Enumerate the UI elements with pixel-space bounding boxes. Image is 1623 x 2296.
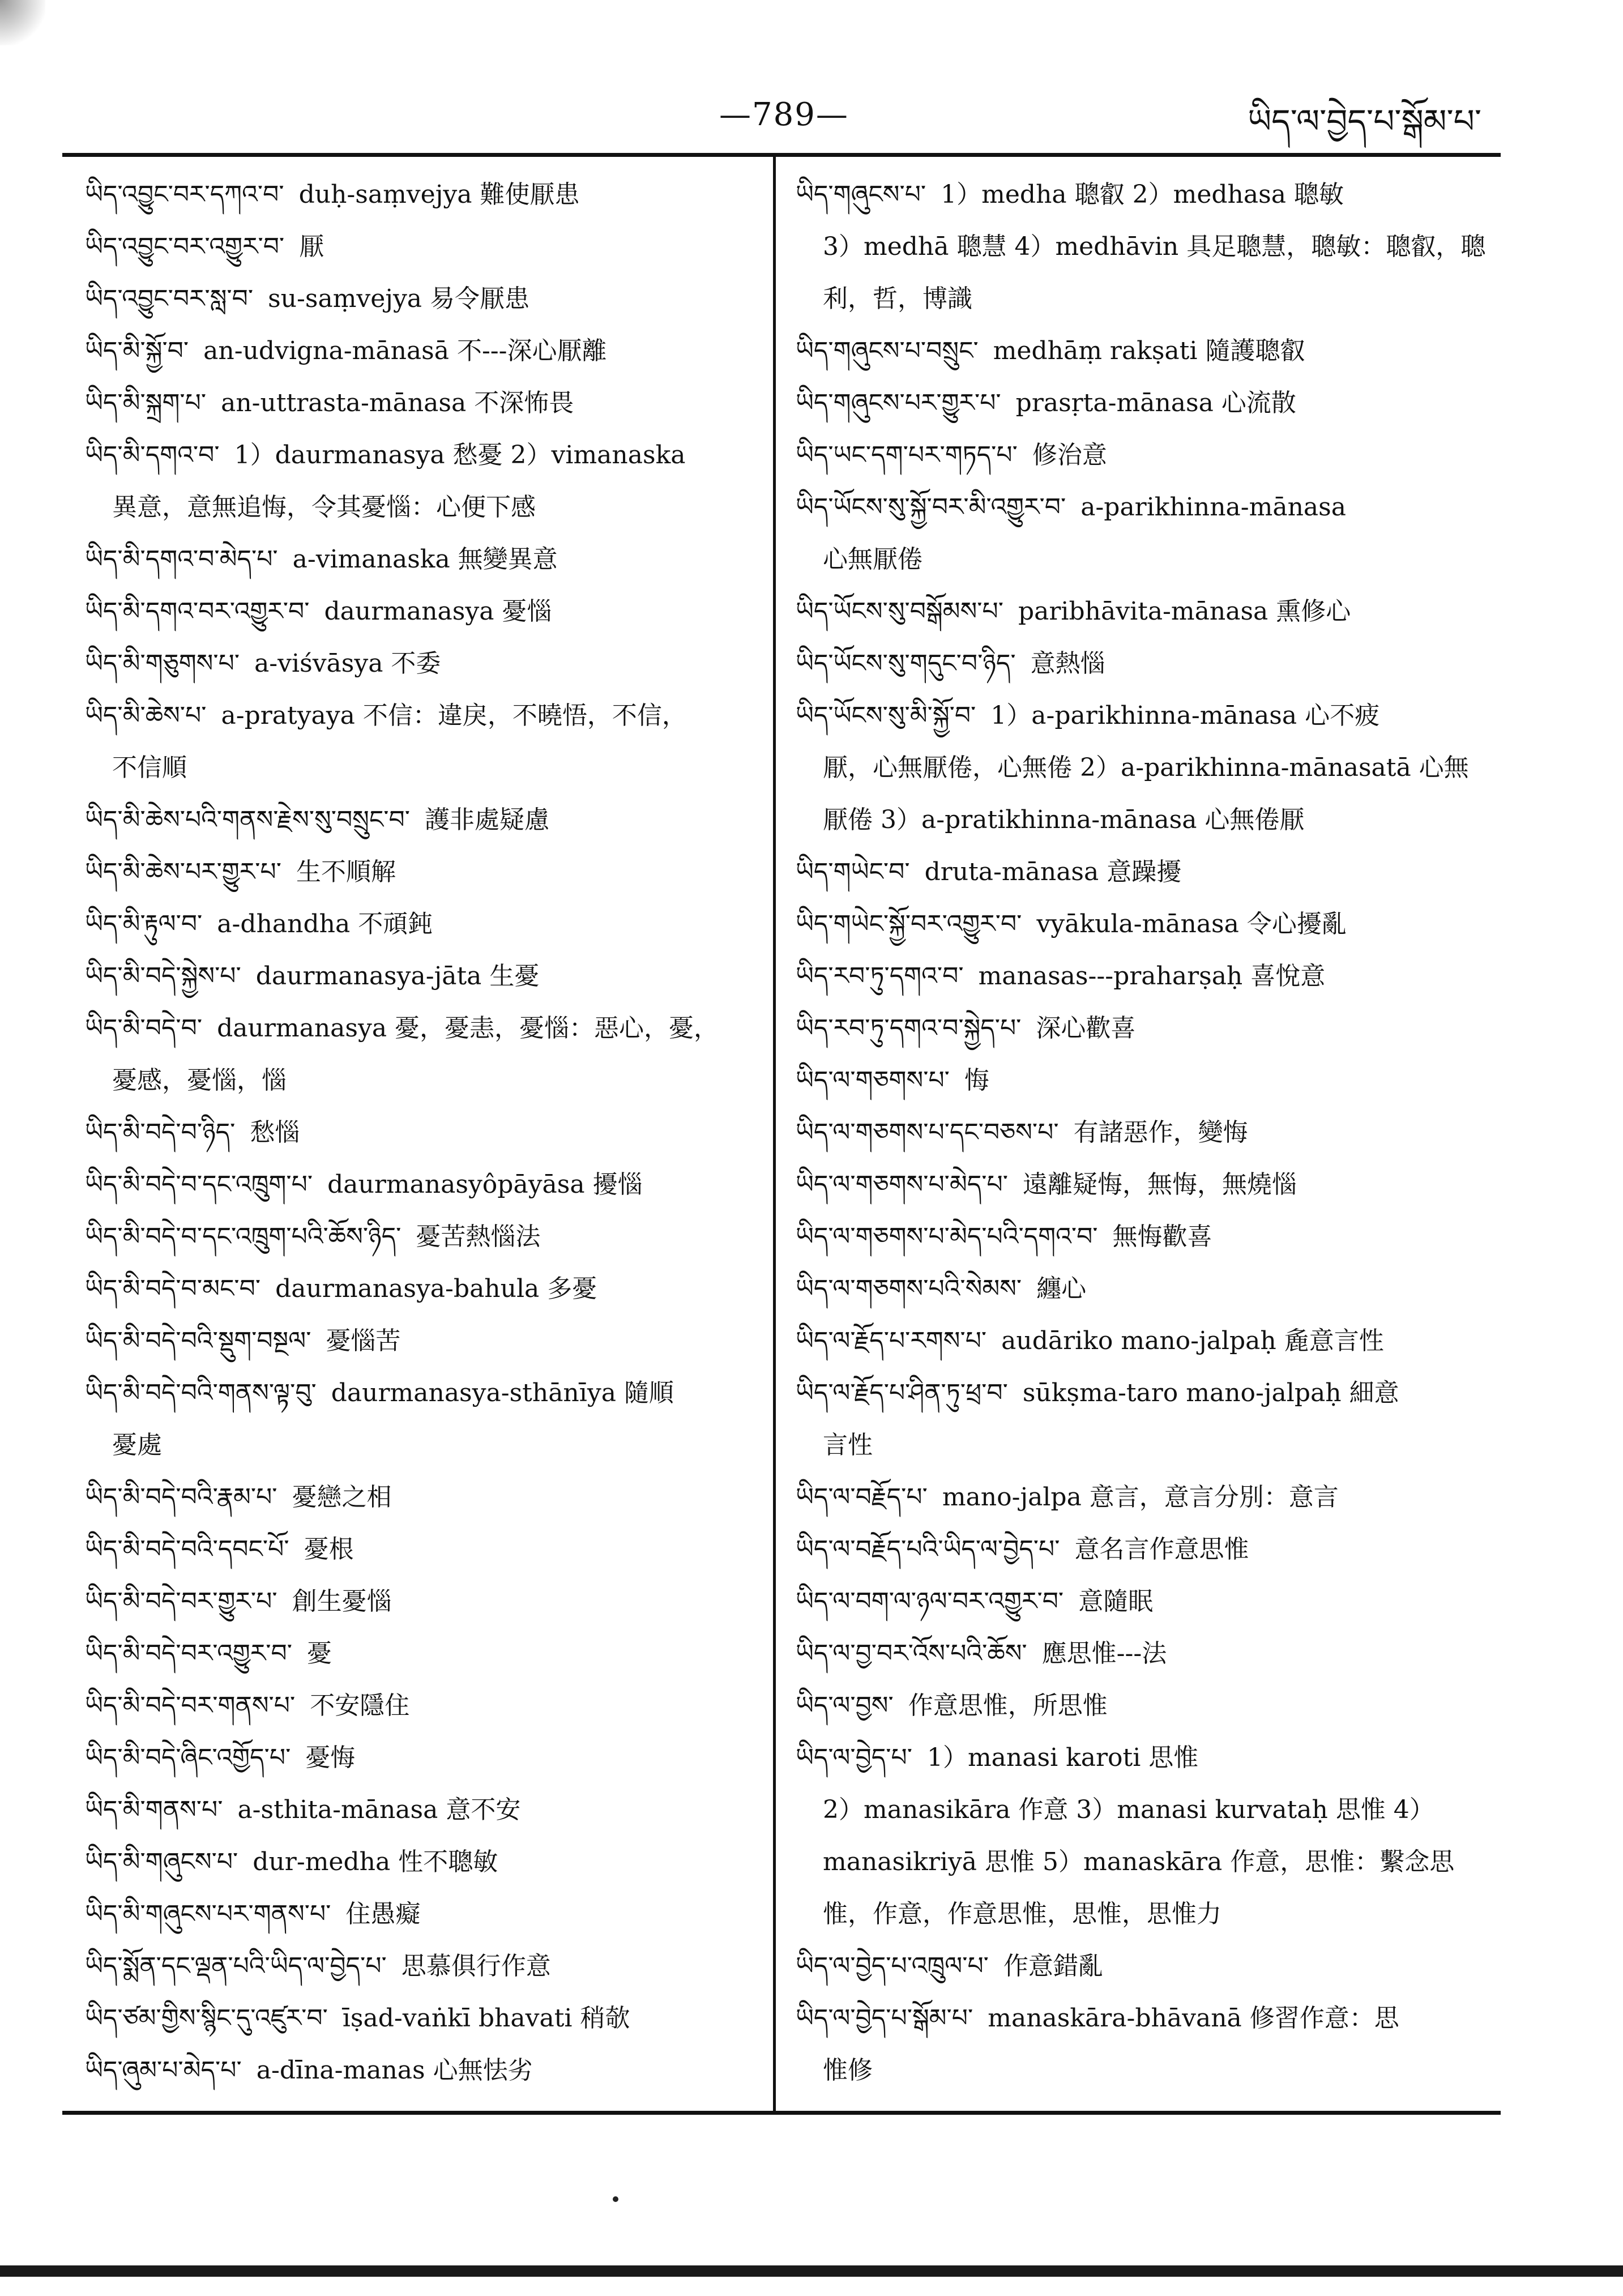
dictionary-entry — [796, 481, 1487, 586]
entry-headword: ཡིད་མི་དགའ་བ་མེད་པ་ — [85, 545, 278, 574]
entry-headword: ཡིད་འབྱུང་བར་དཀའ་བ་ — [85, 180, 284, 209]
entry-definition: daurmanasyôpāyāsa 擾惱 — [327, 1170, 643, 1199]
column-divider — [773, 157, 776, 2111]
entry-headword: ཡིད་མི་བདེ་བར་གནས་པ་ — [85, 1691, 296, 1720]
entry-headword: ཡིད་ལ་བྱེད་པ་འཁྲུལ་པ་ — [796, 1952, 989, 1981]
dictionary-entry — [796, 690, 1487, 846]
entry-definition: 愁惱 — [250, 1118, 300, 1147]
entry-headword: ཡིད་མི་བདེ་བར་འགྱུར་བ་ — [85, 1639, 292, 1668]
entry-headword: ཡིད་མི་བདེ་སྐྱེས་པ་ — [85, 962, 241, 991]
dictionary-entry — [796, 898, 1487, 950]
entry-definition: 應思惟---法 — [1041, 1639, 1167, 1668]
entry-definition: daurmanasya-jāta 生憂 — [255, 962, 540, 991]
entry-definition: 憂惱苦 — [326, 1326, 401, 1355]
dictionary-entry — [85, 1002, 753, 1107]
dictionary-entry — [796, 325, 1487, 377]
scan-corner-shadow — [0, 0, 45, 45]
entry-definition-continued: 心無厭倦 — [823, 545, 922, 574]
dictionary-entry — [85, 1888, 753, 1940]
entry-definition-continued: 惟修 — [823, 2056, 873, 2085]
dictionary-entry — [796, 1940, 1487, 1992]
entry-definition: druta-mānasa 意躁擾 — [924, 857, 1182, 886]
entry-headword: ཡིད་ལ་བག་ལ་ཉལ་བར་འགྱུར་བ་ — [796, 1587, 1064, 1616]
entry-headword: ཡིད་ལ་བྱེད་པ་སྒོམ་པ་ — [796, 2004, 973, 2033]
entry-headword: ཡིད་མི་དགའ་བར་འགྱུར་བ་ — [85, 597, 310, 626]
entry-definition: 意隨眠 — [1078, 1587, 1154, 1616]
entry-definition: daurmanasya-bahula 多憂 — [275, 1274, 597, 1303]
dictionary-entry — [85, 690, 753, 794]
entry-definition: 1）medha 聰叡 2）medhasa 聰敏 — [941, 180, 1344, 209]
entry-definition: daurmanasya 憂惱 — [324, 597, 552, 626]
entry-definition: 不安隱住 — [310, 1691, 410, 1720]
dictionary-entry — [85, 794, 753, 846]
entry-headword: ཡིད་ཡང་དག་པར་གཏད་པ་ — [796, 441, 1018, 470]
right-column — [796, 169, 1487, 2097]
entry-definition: 悔 — [964, 1066, 989, 1095]
dictionary-entry — [85, 586, 753, 638]
entry-headword: ཡིད་མི་གཞུངས་པར་གནས་པ་ — [85, 1900, 331, 1928]
page-number: —789— — [719, 96, 849, 133]
entry-definition: a-pratyaya 不信：違戾，不曉悟，不信， — [221, 701, 687, 730]
dictionary-entry — [796, 1159, 1487, 1211]
entry-definition: a-sthita-mānasa 意不安 — [237, 1795, 521, 1824]
dictionary-entry — [85, 1263, 753, 1315]
entry-definition: duḥ-saṃvejya 難使厭患 — [298, 180, 580, 209]
entry-headword: ཡིད་མི་བདེ་བ་དང་འཁྲུག་པའི་ཆོས་ཉིད་ — [85, 1222, 402, 1251]
entry-definition: 修治意 — [1032, 441, 1107, 470]
entry-definition: 遠離疑悔，無悔，無燒惱 — [1022, 1170, 1297, 1199]
entry-definition: dur-medha 性不聰敏 — [253, 1847, 498, 1876]
entry-definition: a-parikhinna-mānasa — [1080, 493, 1346, 522]
dictionary-entry — [796, 638, 1487, 690]
entry-definition: 厭 — [299, 232, 324, 261]
dictionary-entry — [796, 169, 1487, 325]
dictionary-entry — [85, 534, 753, 586]
entry-definition: 憂悔 — [305, 1743, 356, 1772]
entry-definition: a-dhandha 不頑鈍 — [217, 910, 433, 938]
entry-definition: medhāṃ rakṣati 隨護聰叡 — [993, 336, 1305, 365]
entry-headword: ཡིད་མི་གནས་པ་ — [85, 1795, 223, 1824]
dictionary-entry — [85, 1211, 753, 1263]
dictionary-entry — [85, 1576, 753, 1628]
entry-definition-continued: 厭，心無厭倦，心無倦 2）a-parikhinna-mānasatā 心無厭倦 3）a-pratikhinna-mānasa 心無倦厭 — [823, 753, 1469, 834]
dictionary-entry — [796, 1055, 1487, 1107]
left-column — [85, 169, 753, 2097]
entry-headword: ཡིད་མི་བདེ་བ་ — [85, 1014, 203, 1043]
entry-definition: 護非處疑慮 — [424, 805, 549, 834]
dictionary-entry — [85, 1471, 753, 1523]
dictionary-entry — [85, 377, 753, 429]
entry-definition-continued: 憂感，憂惱，惱 — [112, 1066, 287, 1095]
entry-headword: ཡིད་མི་བདེ་ཞིང་འགྱོད་པ་ — [85, 1743, 291, 1772]
entry-definition: daurmanasya-sthānīya 隨順 — [331, 1379, 674, 1407]
dictionary-entry — [796, 1315, 1487, 1367]
entry-headword: ཡིད་རབ་ཏུ་དགའ་བ་ — [796, 962, 964, 991]
entry-headword: ཡིད་ལ་རྗོད་པ་རགས་པ་ — [796, 1326, 987, 1355]
dictionary-entry — [85, 2045, 753, 2097]
dictionary-entry — [796, 1107, 1487, 1159]
dictionary-entry — [85, 638, 753, 690]
dictionary-entry — [85, 221, 753, 273]
entry-definition-continued: 憂處 — [112, 1431, 162, 1459]
entry-definition-continued: 不信順 — [112, 753, 187, 782]
entry-headword: ཡིད་ཡོངས་སུ་གདུང་བ་ཉིད་ — [796, 649, 1016, 678]
dictionary-entry — [85, 1523, 753, 1576]
entry-definition: daurmanasya 憂，憂恚，憂惱：惡心，憂， — [217, 1014, 719, 1043]
entry-definition: manasas---praharṣaḥ 喜悅意 — [978, 962, 1326, 991]
entry-headword: ཡིད་ཡོངས་སུ་མི་སྐྱོ་བ་ — [796, 701, 976, 730]
entry-definition: 思慕俱行作意 — [401, 1952, 551, 1981]
dictionary-entry — [796, 1732, 1487, 1940]
entry-headword: ཡིད་མི་བདེ་བའི་རྣམ་པ་ — [85, 1483, 277, 1512]
entry-definition: sūkṣma-taro mano-jalpaḥ 細意 — [1022, 1379, 1399, 1407]
entry-headword: ཡིད་མི་སྐྲག་པ་ — [85, 389, 207, 417]
entry-headword: ཡིད་ལ་གཅགས་པའི་སེམས་ — [796, 1274, 1022, 1303]
dictionary-entry — [796, 846, 1487, 898]
dictionary-entry — [85, 1107, 753, 1159]
entry-definition: 憂根 — [304, 1535, 354, 1564]
dictionary-entry — [796, 950, 1487, 1002]
entry-definition: 憂戀之相 — [292, 1483, 392, 1512]
entry-headword: ཡིད་ལ་བརྗོད་པའི་ཡིད་ལ་བྱེད་པ་ — [796, 1535, 1060, 1564]
entry-definition: 深心歡喜 — [1036, 1014, 1136, 1043]
entry-headword: ཡིད་ཞུམ་པ་མེད་པ་ — [85, 2056, 242, 2085]
entry-headword: ཡིད་ལ་བརྗོད་པ་ — [796, 1483, 928, 1512]
entry-headword: ཡིད་མི་གཞུངས་པ་ — [85, 1847, 238, 1876]
dictionary-entry — [796, 429, 1487, 481]
dictionary-entry — [85, 1836, 753, 1888]
dictionary-entry — [796, 1576, 1487, 1628]
entry-headword: ཡིད་ལ་རྗོད་པ་ཤིན་ཏུ་ཕྲ་བ་ — [796, 1379, 1008, 1407]
entry-definition: vyākula-mānasa 令心擾亂 — [1036, 910, 1347, 938]
entry-definition-continued: 言性 — [823, 1431, 873, 1459]
entry-headword: ཡིད་ལ་གཅགས་པ་མེད་པ་ — [796, 1170, 1008, 1199]
dictionary-entry — [85, 1680, 753, 1732]
entry-definition: an-uttrasta-mānasa 不深怖畏 — [221, 389, 574, 417]
entry-headword: ཡིད་མི་བདེ་བ་དང་འཁྲུག་པ་ — [85, 1170, 313, 1199]
entry-definition: 住愚癡 — [345, 1900, 421, 1928]
dictionary-entry — [85, 1159, 753, 1211]
entry-definition: 生不順解 — [296, 857, 396, 886]
top-rule — [62, 153, 1501, 157]
entry-headword: ཡིད་ཙམ་གྱིས་སྙིང་དུ་འཛུར་བ་ — [85, 2004, 328, 2033]
entry-headword: ཡིད་ལ་གཅགས་པ་མེད་པའི་དགའ་བ་ — [796, 1222, 1098, 1251]
dictionary-entry — [85, 1992, 753, 2045]
entry-headword: ཡིད་མི་བདེ་བ་ཉིད་ — [85, 1118, 236, 1147]
dictionary-entry — [85, 1784, 753, 1836]
entry-definition: a-viśvāsya 不委 — [254, 649, 441, 678]
entry-headword: ཡིད་ཡོངས་སུ་བསྒོམས་པ་ — [796, 597, 1003, 626]
entry-definition: paribhāvita-mānasa 熏修心 — [1018, 597, 1351, 626]
entry-headword: ཡིད་མི་གཅུགས་པ་ — [85, 649, 240, 678]
running-head: ཡིད་ལ་བྱེད་པ་སྒོམ་པ་ — [1248, 102, 1481, 140]
dictionary-entry — [85, 950, 753, 1002]
dictionary-entry — [796, 1211, 1487, 1263]
entry-definition: 憂苦熱惱法 — [416, 1222, 541, 1251]
entry-headword: ཡིད་མི་དགའ་བ་ — [85, 441, 220, 470]
dictionary-entry — [796, 1263, 1487, 1315]
entry-definition: īṣad-vaṅkī bhavati 稍欹 — [342, 2004, 630, 2033]
entry-headword: ཡིད་མི་ཆེས་པར་གྱུར་པ་ — [85, 857, 281, 886]
entry-definition: 1）manasi karoti 思惟 — [926, 1743, 1199, 1772]
entry-definition: 有諸惡作，變悔 — [1073, 1118, 1248, 1147]
entry-definition: 纏心 — [1036, 1274, 1087, 1303]
dictionary-entry — [796, 1992, 1487, 2097]
entry-definition: 作意錯亂 — [1003, 1952, 1103, 1981]
entry-definition: 1）daurmanasya 愁憂 2）vimanaska — [234, 441, 686, 470]
dictionary-entry — [85, 1367, 753, 1471]
dictionary-entry — [796, 1002, 1487, 1055]
entry-headword: ཡིད་འབྱུང་བར་འགྱུར་བ་ — [85, 232, 285, 261]
entry-headword: ཡིད་གཞུངས་པ་བསྲུང་ — [796, 336, 979, 365]
entry-headword: ཡིད་གཡེང་སྐྱོ་བར་འགྱུར་བ་ — [796, 910, 1022, 938]
entry-definition: 憂 — [307, 1639, 332, 1668]
entry-headword: ཡིད་མི་བདེ་བར་གྱུར་པ་ — [85, 1587, 277, 1616]
dictionary-entry — [85, 1940, 753, 1992]
dictionary-entry — [85, 169, 753, 221]
entry-headword: ཡིད་མི་བདེ་བའི་དབང་པོ་ — [85, 1535, 289, 1564]
dictionary-entry — [796, 377, 1487, 429]
entry-headword: ཡིད་འབྱུང་བར་སླ་བ་ — [85, 284, 254, 313]
entry-headword: ཡིད་མི་བདེ་བའི་གནས་ལྟ་བུ་ — [85, 1379, 317, 1407]
entry-definition: su-saṃvejya 易令厭患 — [268, 284, 530, 313]
entry-definition: 1）a-parikhinna-mānasa 心不疲 — [990, 701, 1380, 730]
entry-definition: 意名言作意思惟 — [1074, 1535, 1249, 1564]
entry-headword: ཡིད་ལ་བྱ་བར་འོས་པའི་ཆོས་ — [796, 1639, 1027, 1668]
entry-headword: ཡིད་རབ་ཏུ་དགའ་བ་སྐྱེད་པ་ — [796, 1014, 1022, 1043]
entry-definition: manaskāra-bhāvanā 修習作意：思 — [988, 2004, 1399, 2033]
dictionary-entry — [796, 1471, 1487, 1523]
entry-definition: an-udvigna-mānasā 不---深心厭離 — [203, 336, 607, 365]
dictionary-entry — [85, 429, 753, 534]
dictionary-entry — [85, 325, 753, 377]
entry-definition: audāriko mano-jalpaḥ 麁意言性 — [1001, 1326, 1384, 1355]
entry-definition: a-vimanaska 無變異意 — [292, 545, 558, 574]
entry-headword: ཡིད་ལ་གཅགས་པ་ — [796, 1066, 950, 1095]
dictionary-entry — [85, 1628, 753, 1680]
entry-definition: 無悔歡喜 — [1112, 1222, 1212, 1251]
dictionary-entry — [85, 273, 753, 325]
bottom-rule — [62, 2111, 1501, 2115]
entry-definition: 意熱惱 — [1030, 649, 1105, 678]
entry-headword: ཡིད་གཡེང་བ་ — [796, 857, 910, 886]
entry-headword: ཡིད་ལ་བྱེད་པ་ — [796, 1743, 912, 1772]
dictionary-entry — [85, 898, 753, 950]
entry-definition: 作意思惟，所思惟 — [908, 1691, 1108, 1720]
dictionary-entry — [796, 1680, 1487, 1732]
ink-speck — [613, 2196, 618, 2202]
dictionary-entry — [796, 1367, 1487, 1471]
dictionary-entry — [796, 1523, 1487, 1576]
entry-headword: ཡིད་མི་བདེ་བའི་སྡུག་བསྔལ་ — [85, 1326, 311, 1355]
entry-headword: ཡིད་མི་རྟུལ་བ་ — [85, 910, 203, 938]
entry-headword: ཡིད་མི་བདེ་བ་མང་བ་ — [85, 1274, 261, 1303]
entry-headword: ཡིད་མི་སྐྱོ་བ་ — [85, 336, 189, 365]
dictionary-entry — [85, 1732, 753, 1784]
entry-definition-continued: 異意，意無追悔，令其憂惱：心便下感 — [112, 493, 536, 522]
entry-headword: ཡིད་ལ་གཅགས་པ་དང་བཅས་པ་ — [796, 1118, 1059, 1147]
entry-headword: ཡིད་མི་ཆེས་པའི་གནས་རྗེས་སུ་བསྲུང་བ་ — [85, 805, 410, 834]
dictionary-entry — [85, 1315, 753, 1367]
entry-definition-continued: 3）medhā 聰慧 4）medhāvin 具足聰慧，聰敏：聰叡，聰利，哲，博識 — [823, 232, 1486, 313]
entry-headword: ཡིད་ཡོངས་སུ་སྐྱོ་བར་མི་འགྱུར་བ་ — [796, 493, 1066, 522]
entry-headword: ཡིད་གཞུངས་པ་ — [796, 180, 926, 209]
dictionary-entry — [85, 846, 753, 898]
entry-definition: prasṛta-mānasa 心流散 — [1015, 389, 1296, 417]
dictionary-entry — [796, 1628, 1487, 1680]
entry-definition-continued: 2）manasikāra 作意 3）manasi kurvataḥ 思惟 4）manasikriyā 思惟 5）manaskāra 作意，思惟：繫念思惟，作意，作意思惟，思惟，思惟力 — [823, 1795, 1455, 1928]
entry-definition: mano-jalpa 意言，意言分別：意言 — [942, 1483, 1339, 1512]
entry-headword: ཡིད་གཞུངས་པར་གྱུར་པ་ — [796, 389, 1001, 417]
entry-definition: 創生憂惱 — [292, 1587, 392, 1616]
entry-definition: a-dīna-manas 心無怯劣 — [256, 2056, 533, 2085]
dictionary-entry — [796, 586, 1487, 638]
entry-headword: ཡིད་མི་ཆེས་པ་ — [85, 701, 207, 730]
scan-edge — [0, 2265, 1623, 2277]
entry-headword: ཡིད་སྨོན་དང་ལྡན་པའི་ཡིད་ལ་བྱེད་པ་ — [85, 1952, 387, 1981]
entry-headword: ཡིད་ལ་བྱས་ — [796, 1691, 894, 1720]
